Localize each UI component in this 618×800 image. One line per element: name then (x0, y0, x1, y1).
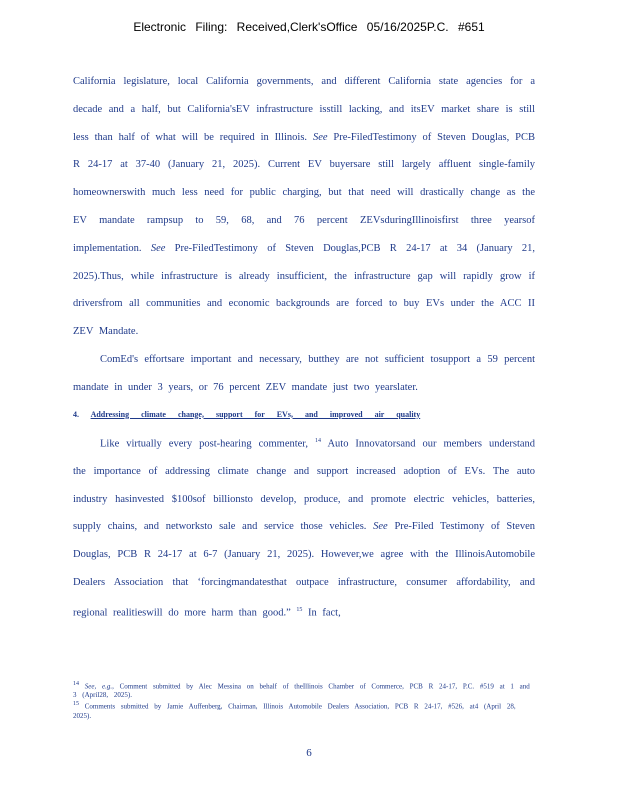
filing-header: Electronic Filing: Received,Clerk'sOffice 05/16/2025P.C. #651 (133, 20, 485, 34)
paragraph-3 (73, 428, 535, 628)
paragraph-3-text-a: Like virtually every post-hearing commenter, (100, 438, 309, 450)
footnote-ref-14[interactable]: 14 (315, 437, 322, 444)
document-body (73, 68, 535, 627)
footnote-number: 14 (73, 681, 79, 687)
paragraph-3-text-b: Auto Innovatorsand our members understand the importance of addressing climate change and support increased adoption of EVs. The auto industry hasinvested $100sof billionsto develop, produce, and promote electric vehicles, batteries, supply chains, and networksto sale and service those vehicles. (73, 438, 536, 533)
see-signal: See (312, 131, 328, 143)
paragraph-3-text-d: In fact, (307, 607, 341, 619)
footnote-text: Comments submitted by Jamie Auffenberg, Chairman, Illinois Automobile Dealers Association, PCB R 24-17, #526, at4 (April 28, 2025). (73, 702, 516, 720)
footnote-15 (73, 700, 535, 720)
footnote-text: Comment submitted by Alec Messina on behalf of theIllinois Chamber of Commerce, PCB R 24-17, P.C. #519 at 1 and 3 (April28, 2025). (73, 682, 530, 700)
section-heading (73, 402, 535, 428)
footnote-signal: See, e.g., (84, 682, 114, 691)
section-number: 4. (73, 409, 79, 419)
page-number: 6 (306, 747, 312, 759)
footnote-14 (73, 680, 535, 700)
paragraph-2: ComEd's effortsare important and necessary, butthey are not sufficient tosupport a 59 percent mandate in under 3 years, or 76 percent ZEV mandate just two yearslater. (73, 353, 535, 393)
section-title: Addressing climate change, support for EVs, and improved air quality (90, 409, 421, 419)
footnotes (73, 680, 535, 721)
paragraph-1 (73, 68, 535, 346)
paragraph-1-text-c: Pre-FiledTestimony of Steven Douglas,PCB R 24-17 at 34 (January 21, 2025).Thus, while infrastructure is already insufficient, the infrastructure gap will rapidly grow if driversfrom all communities and economic backgrounds are forced to buy EVs under the ACC II ZEV Mandate. (73, 242, 536, 338)
paragraph-1-text-a: California legislature, local California governments, and different California state agencies for a decade and a half, but California'sEV infrastructure isstill lacking, and itsEV market share is still less than half of what will be required in Illinois. (73, 76, 535, 143)
paragraph-1-text-b: Pre-FiledTestimony of Steven Douglas, PCB R 24-17 at 37-40 (January 21, 2025). Current EV buyersare still largely affluent single-family homeownerswith much less need for public charging, but that need will drastically change as the EV mandate rampsup to 59, 68, and 76 percent ZEVsduringIllinoisfirst three yearsof implementation. (73, 131, 535, 254)
footnote-ref-15[interactable]: 15 (296, 606, 303, 613)
see-signal: See (150, 242, 166, 254)
see-signal: See (373, 521, 388, 533)
footnote-number: 15 (73, 701, 79, 708)
paragraph-3-text-c: Pre-Filed Testimony of Steven Douglas, PCB R 24-17 at 6-7 (January 21, 2025). However,we agree with the IllinoisAutomobile Dealers Association that ‘forcingmandatesthat outpace infrastructure, consumer affordability, and regional realitieswill do more harm than good.” (73, 521, 535, 619)
